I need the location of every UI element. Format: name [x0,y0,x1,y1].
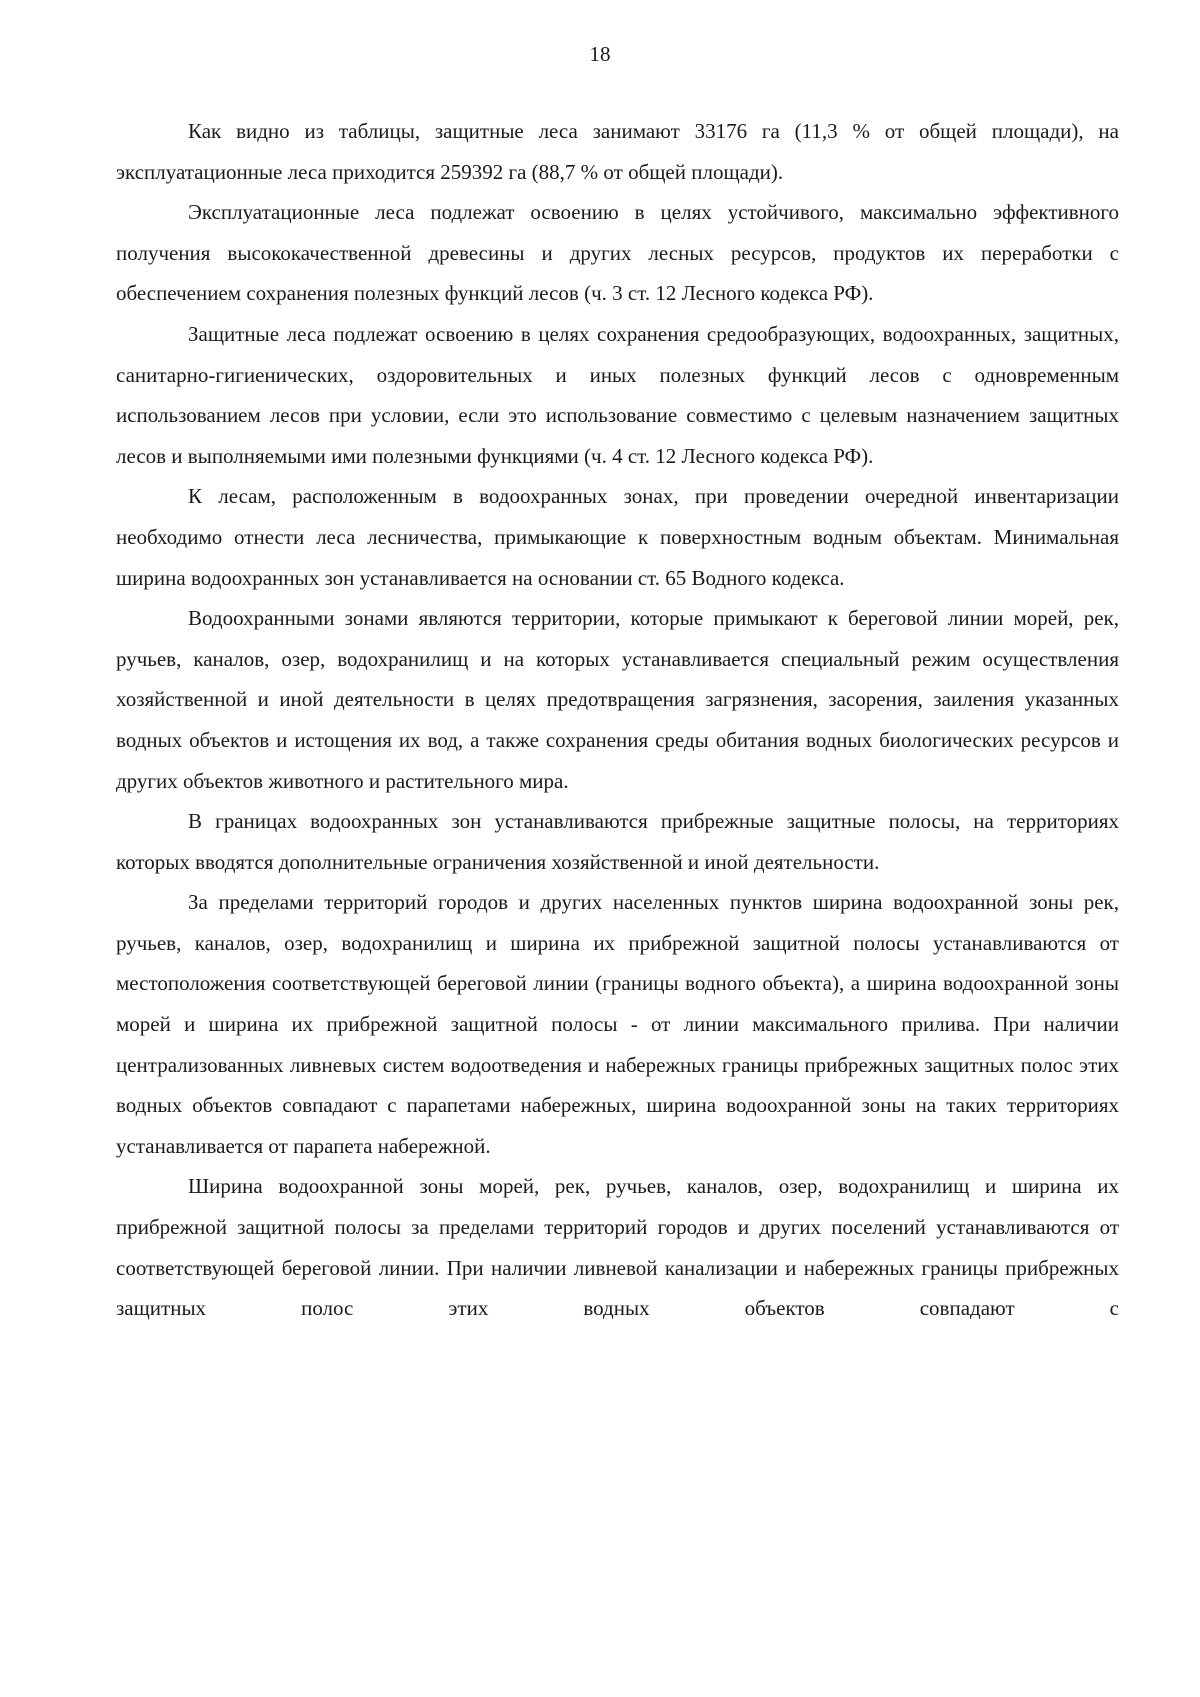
page-number: 18 [589,42,611,66]
paragraph-coastal-protective-strips: В границах водоохранных зон устанавливаются прибрежные защитные полосы, на территориях которых вводятся дополнительные ограничения хозяйственной и иной деятельности. [116,809,1119,874]
paragraph-zone-width-settlements: Ширина водоохранной зоны морей, рек, ручьев, каналов, озер, водохранилищ и ширина их прибрежной защитной полосы за пределами территорий городов и других поселений устанавливаются от соответствующей береговой линии. При наличии ливневой канализации и набережных границы прибрежных защитных полос этих водных объектов совпадают с [116,1174,1119,1321]
paragraph-water-protection-zones-definition: Водоохранными зонами являются территории, которые примыкают к береговой линии морей, рек, ручьев, каналов, озер, водохранилищ и на которых устанавливается специальный режим осуществления хозяйственной и иной деятельности в целях предотвращения загрязнения, засорения, заиления указанных водных объектов и истощения их вод, а также сохранения среды обитания водных биологических ресурсов и других объектов животного и растительного мира. [116,606,1119,793]
paragraph-forest-shares: Как видно из таблицы, защитные леса занимают 33176 га (11,3 % от общей площади), на эксплуатационные леса приходится 259392 га (88,7 % от общей площади). [116,119,1119,184]
paragraph-zone-width-outside-cities: За пределами территорий городов и других населенных пунктов ширина водоохранной зоны рек, ручьев, каналов, озер, водохранилищ и ширина их прибрежной защитной полосы устанавливаются от местоположения соответствующей береговой линии (границы водного объекта), а ширина водоохранной зоны морей и ширина их прибрежной защитной полосы - от линии максимального прилива. При наличии централизованных ливневых систем водоотведения и набережных границы прибрежных защитных полос этих водных объектов совпадают с парапетами набережных, ширина водоохранной зоны на таких территориях устанавливается от парапета набережной. [116,890,1119,1158]
paragraph-protective-forests: Защитные леса подлежат освоению в целях сохранения средообразующих, водоохранных, защитных, санитарно-гигиенических, оздоровительных и иных полезных функций лесов с одновременным использованием лесов при условии, если это использование совместимо с целевым назначением защитных лесов и выполняемыми ими полезными функциями (ч. 4 ст. 12 Лесного кодекса РФ). [116,321,1119,468]
paragraph-exploitation-forests: Эксплуатационные леса подлежат освоению в целях устойчивого, максимально эффективного получения высококачественной древесины и других лесных ресурсов, продуктов их переработки с обеспечением сохранения полезных функций лесов (ч. 3 ст. 12 Лесного кодекса РФ). [116,200,1119,306]
body-text [116,111,1119,1329]
paragraph-water-protection-forests: К лесам, расположенным в водоохранных зонах, при проведении очередной инвентаризации необходимо отнести леса лесничества, примыкающие к поверхностным водным объектам. Минимальная ширина водоохранных зон устанавливается на основании ст. 65 Водного кодекса. [116,484,1119,590]
